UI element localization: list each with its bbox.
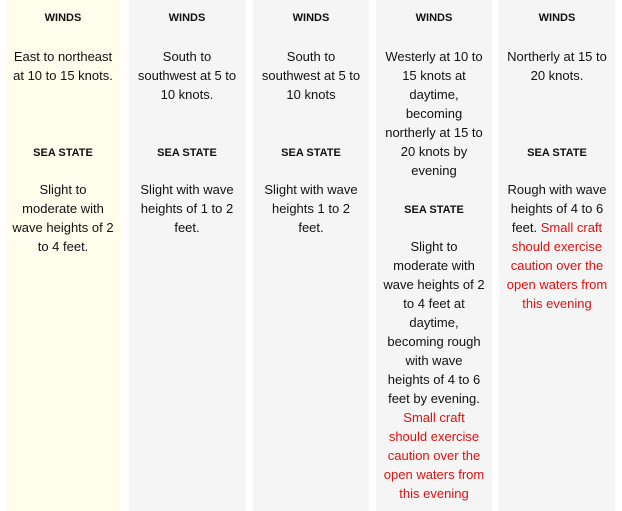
forecast-column-5 <box>499 0 615 511</box>
small-craft-warning: Small craft should exercise caution over the open waters from this evening <box>506 220 608 311</box>
winds-text: Westerly at 10 to 15 knots at daytime, becoming northerly at 15 to 20 knots by evening <box>385 49 483 178</box>
sea-state-description: Slight to moderate with wave heights of 2 to 4 feet. <box>12 182 114 254</box>
sea-state-text <box>12 180 114 256</box>
sea-state-heading: SEA STATE <box>527 147 587 159</box>
forecast-column-3 <box>253 0 369 511</box>
winds-heading: WINDS <box>292 12 330 24</box>
sea-state-description: Slight to moderate with wave heights of 2 to 4 feet at daytime, becoming rough with wave heights of 4 to 6 feet by evening. <box>383 239 485 406</box>
sea-state-text <box>506 180 608 313</box>
winds-text: Northerly at 15 to 20 knots. <box>507 49 607 83</box>
sea-state-text <box>136 180 238 237</box>
forecast-column-4 <box>376 0 492 511</box>
sea-state-text <box>260 180 362 237</box>
sea-state-description: Slight with wave heights of 1 to 2 feet. <box>140 182 234 235</box>
sea-state-heading: SEA STATE <box>33 147 93 159</box>
winds-text: East to northeast at 10 to 15 knots. <box>13 49 113 83</box>
winds-text: South to southwest at 5 to 10 knots <box>261 49 361 102</box>
forecast-column-2 <box>129 0 245 511</box>
winds-heading: WINDS <box>44 12 82 24</box>
winds-text: South to southwest at 5 to 10 knots. <box>137 49 237 102</box>
sea-state-heading: SEA STATE <box>281 147 341 159</box>
sea-state-description: Slight with wave heights 1 to 2 feet. <box>264 182 358 235</box>
forecast-column-1 <box>5 0 121 511</box>
winds-heading: WINDS <box>415 12 453 24</box>
sea-state-text <box>383 237 485 503</box>
sea-state-heading: SEA STATE <box>404 204 464 216</box>
winds-heading: WINDS <box>168 12 206 24</box>
sea-state-description: Rough with wave heights of 4 to 6 feet. <box>507 182 607 235</box>
small-craft-warning: Small craft should exercise caution over the open waters from this evening <box>383 410 485 501</box>
winds-heading: WINDS <box>538 12 576 24</box>
sea-state-heading: SEA STATE <box>157 147 217 159</box>
